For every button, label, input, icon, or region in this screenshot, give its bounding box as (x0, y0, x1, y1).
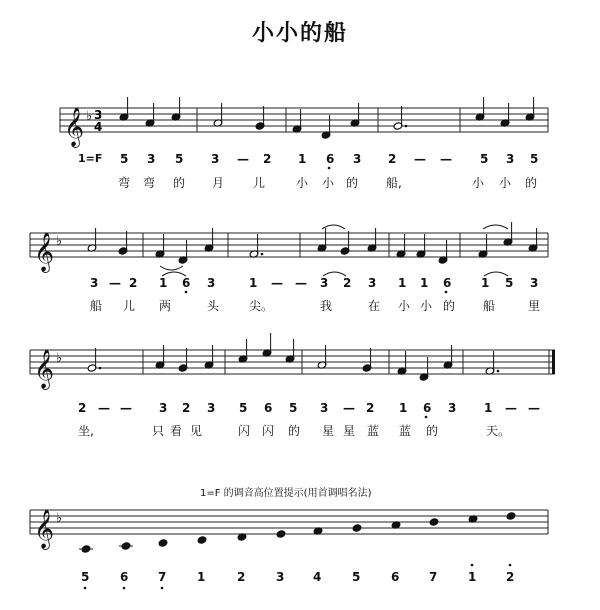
jianpu-number: 6 (182, 276, 191, 290)
note-head (197, 536, 207, 544)
jianpu-number: 3 (320, 401, 329, 415)
lyric: 里 (528, 299, 541, 313)
lyric: 船 (90, 299, 103, 313)
lyric: 见 (190, 424, 203, 438)
dot (497, 370, 500, 373)
jianpu-number: — (237, 152, 249, 166)
lyric: 的 (443, 299, 456, 313)
lyric: 小 (472, 176, 485, 190)
octave-dot (84, 587, 87, 590)
lyric: 星 (322, 424, 335, 438)
note-head (276, 530, 286, 538)
jianpu-number: — (98, 401, 110, 415)
lyric: 船, (386, 176, 402, 190)
lyric: 小 (296, 176, 309, 190)
jianpu-number: 6 (264, 401, 273, 415)
jianpu-number: 1 (249, 276, 258, 290)
flat-icon: ♭ (86, 109, 93, 124)
octave-dot (328, 167, 331, 170)
jianpu-number: — (295, 276, 307, 290)
jianpu-number: 6 (326, 152, 335, 166)
jianpu-number: 5 (289, 401, 298, 415)
note-head (158, 539, 168, 547)
jianpu-number: 1 (399, 401, 408, 415)
reference-jianpu-number: 7 (158, 570, 167, 584)
reference-jianpu-number: 4 (313, 570, 322, 584)
lyric: 天。 (486, 424, 511, 438)
jianpu-number: 5 (480, 152, 489, 166)
octave-dot (471, 564, 474, 567)
jianpu-number: 5 (175, 152, 184, 166)
lyric: 闪 (262, 424, 275, 438)
jianpu-number: — (343, 401, 355, 415)
lyric: 小 (499, 176, 512, 190)
jianpu-number: — (271, 276, 283, 290)
jianpu-number: — (109, 276, 121, 290)
key-signature-label: 1=F (78, 152, 103, 165)
treble-clef-icon: 𝄞 (64, 107, 85, 147)
jianpu-number: 6 (423, 401, 432, 415)
lyric: 我 (320, 299, 333, 313)
reference-jianpu-number: 1 (468, 570, 477, 584)
jianpu-number: 2 (388, 152, 397, 166)
jianpu-number: 6 (443, 276, 452, 290)
octave-dot (445, 291, 448, 294)
jianpu-number: 3 (207, 401, 216, 415)
note-head (506, 512, 516, 520)
jianpu-number: — (120, 401, 132, 415)
octave-dot (509, 564, 512, 567)
dot (405, 125, 408, 128)
jianpu-number: 1 (420, 276, 429, 290)
lyric: 坐, (78, 424, 94, 438)
jianpu-number: 5 (505, 276, 514, 290)
reference-jianpu-number: 2 (506, 570, 515, 584)
jianpu-number: 3 (211, 152, 220, 166)
dot (261, 253, 264, 256)
lyric: 两 (159, 299, 172, 313)
lyric: 的 (173, 176, 186, 190)
jianpu-number: 5 (239, 401, 248, 415)
jianpu-number: 2 (129, 276, 138, 290)
lyric: 蓝 (367, 424, 380, 438)
jianpu-number: 3 (159, 401, 168, 415)
treble-clef-icon: 𝄞 (34, 232, 55, 272)
pitch-hint-caption: 1=F 的调音高位置提示(用首调唱名法) (200, 488, 372, 499)
time-signature-bottom: 4 (94, 120, 103, 134)
lyric: 弯 (118, 176, 131, 190)
lyric: 看 (170, 424, 183, 438)
jianpu-number: 1 (159, 276, 168, 290)
note-head (429, 518, 439, 526)
lyric: 儿 (123, 299, 136, 313)
note-head (352, 524, 362, 532)
jianpu-number: 2 (182, 401, 191, 415)
lyric: 儿 (253, 176, 266, 190)
lyric: 星 (343, 424, 356, 438)
reference-jianpu-number: 3 (276, 570, 285, 584)
jianpu-number: 3 (320, 276, 329, 290)
lyric: 弯 (143, 176, 156, 190)
lyric: 蓝 (399, 424, 412, 438)
lyric: 的 (346, 176, 359, 190)
lyric: 只 (152, 424, 165, 438)
jianpu-number: 5 (530, 152, 539, 166)
jianpu-number: 3 (368, 276, 377, 290)
jianpu-number: 3 (448, 401, 457, 415)
jianpu-number: 1 (481, 276, 490, 290)
jianpu-number: 3 (506, 152, 515, 166)
jianpu-number: 2 (78, 401, 87, 415)
reference-jianpu-number: 5 (352, 570, 361, 584)
octave-dot (123, 587, 126, 590)
octave-dot (425, 416, 428, 419)
lyric: 的 (525, 176, 538, 190)
jianpu-number: — (528, 401, 540, 415)
treble-clef-icon: 𝄞 (34, 509, 55, 549)
flat-icon: ♭ (56, 511, 63, 526)
jianpu-number: 1 (484, 401, 493, 415)
time-signature-top: 3 (94, 108, 103, 122)
lyric: 船 (483, 299, 496, 313)
octave-dot (161, 587, 164, 590)
slur (160, 266, 183, 270)
lyric: 小 (322, 176, 335, 190)
jianpu-number: 5 (120, 152, 129, 166)
jianpu-number: 2 (263, 152, 272, 166)
jianpu-number: — (414, 152, 426, 166)
jianpu-number: 3 (90, 276, 99, 290)
lyric: 在 (368, 299, 381, 313)
reference-jianpu-number: 5 (81, 570, 90, 584)
lyric: 小 (420, 299, 433, 313)
jianpu-number: 2 (366, 401, 375, 415)
jianpu-number: 1 (298, 152, 307, 166)
lyric: 的 (288, 424, 301, 438)
lyric: 闪 (238, 424, 251, 438)
lyric: 小 (398, 299, 411, 313)
jianpu-number: 2 (343, 276, 352, 290)
octave-dot (185, 291, 188, 294)
reference-jianpu-number: 1 (197, 570, 206, 584)
jianpu-number: — (505, 401, 517, 415)
jianpu-number: — (440, 152, 452, 166)
reference-jianpu-number: 7 (429, 570, 438, 584)
lyric: 月 (212, 176, 225, 190)
flat-icon: ♭ (56, 234, 63, 249)
lyric: 头 (207, 299, 220, 313)
jianpu-number: 3 (530, 276, 539, 290)
dot (99, 367, 102, 370)
lyric: 尖。 (249, 299, 274, 313)
song-title: 小小的船 (251, 20, 348, 46)
flat-icon: ♭ (56, 351, 63, 366)
reference-jianpu-number: 2 (237, 570, 246, 584)
reference-jianpu-number: 6 (120, 570, 129, 584)
jianpu-number: 3 (147, 152, 156, 166)
lyric: 的 (426, 424, 439, 438)
jianpu-number: 3 (353, 152, 362, 166)
treble-clef-icon: 𝄞 (34, 349, 55, 389)
reference-jianpu-number: 6 (391, 570, 400, 584)
jianpu-number: 1 (398, 276, 407, 290)
slur (483, 225, 508, 229)
jianpu-number: 3 (207, 276, 216, 290)
